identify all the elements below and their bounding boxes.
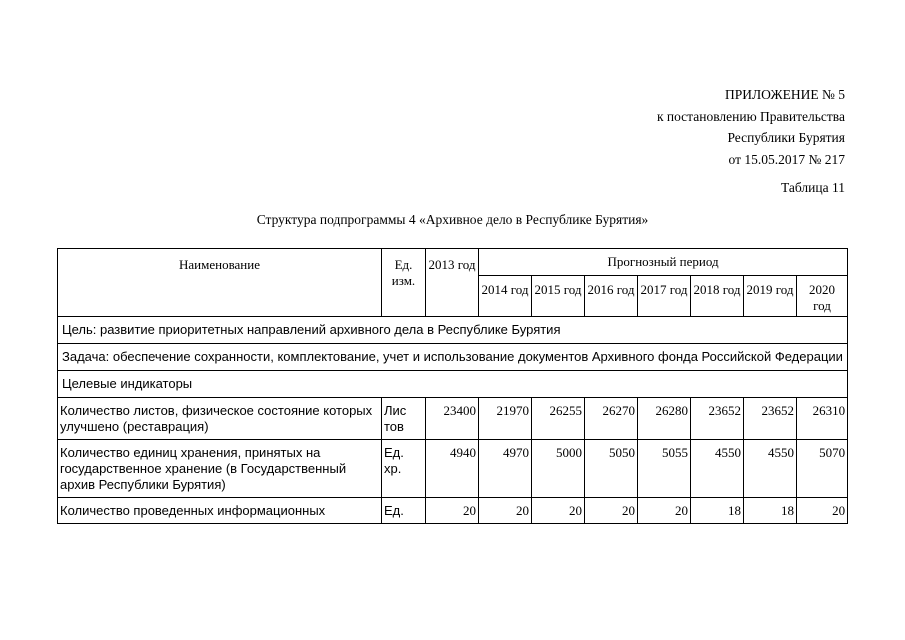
- table-row: [58, 498, 848, 524]
- indicators-label: Целевые индикаторы: [58, 371, 848, 398]
- value-2017: 20: [638, 498, 691, 524]
- value-2014: 20: [479, 498, 532, 524]
- row-name: Количество единиц хранения, принятых на государственное хранение (в Государственный архив Республики Бурятия): [58, 440, 382, 498]
- header-year-2016: 2016 год: [585, 276, 638, 317]
- value-2020: 20: [797, 498, 848, 524]
- task-text: Задача: обеспечение сохранности, комплектование, учет и использование документов Архивного фонда Российской Федерации: [58, 344, 848, 371]
- row-unit: Ед. хр.: [382, 440, 426, 498]
- header-year-2015: 2015 год: [532, 276, 585, 317]
- appendix-resolution-line: к постановлению Правительства: [656, 108, 845, 124]
- value-2020: 26310: [797, 398, 848, 440]
- document-title: Структура подпрограммы 4 «Архивное дело в Республике Бурятия»: [256, 212, 649, 227]
- value-2014: 21970: [479, 398, 532, 440]
- header-year-2018: 2018 год: [691, 276, 744, 317]
- table-number-label: Таблица 11: [781, 180, 845, 195]
- header-forecast-period: Прогнозный период: [479, 249, 848, 276]
- header-unit: Ед. изм.: [382, 249, 426, 317]
- value-2014: 4970: [479, 440, 532, 498]
- value-2017: 26280: [638, 398, 691, 440]
- value-2016: 20: [585, 498, 638, 524]
- value-2013: 4940: [426, 440, 479, 498]
- value-2018: 18: [691, 498, 744, 524]
- value-2015: 26255: [532, 398, 585, 440]
- value-2019: 4550: [744, 440, 797, 498]
- value-2015: 20: [532, 498, 585, 524]
- table-row: [58, 440, 848, 498]
- value-2013: 20: [426, 498, 479, 524]
- appendix-heading: ПРИЛОЖЕНИЕ № 5: [724, 87, 845, 102]
- goal-text: Цель: развитие приоритетных направлений архивного дела в Республике Бурятия: [58, 317, 848, 344]
- header-name: Наименование: [58, 249, 382, 317]
- table-row: [58, 398, 848, 440]
- value-2016: 26270: [585, 398, 638, 440]
- appendix-block: [657, 84, 845, 170]
- row-unit: Ед.: [382, 498, 426, 524]
- row-name: Количество листов, физическое состояние которых улучшено (реставрация): [58, 398, 382, 440]
- value-2017: 5055: [638, 440, 691, 498]
- value-2013: 23400: [426, 398, 479, 440]
- value-2015: 5000: [532, 440, 585, 498]
- value-2019: 18: [744, 498, 797, 524]
- value-2018: 4550: [691, 440, 744, 498]
- indicators-row: [58, 371, 848, 398]
- appendix-date-line: от 15.05.2017 № 217: [728, 151, 845, 167]
- value-2016: 5050: [585, 440, 638, 498]
- header-base-year: 2013 год: [426, 249, 479, 317]
- row-unit: Лис тов: [382, 398, 426, 440]
- header-year-2019: 2019 год: [744, 276, 797, 317]
- header-year-2014: 2014 год: [479, 276, 532, 317]
- header-year-2020: 2020 год: [797, 276, 848, 317]
- header-row: [58, 249, 848, 276]
- row-name: Количество проведенных информационных: [58, 498, 382, 524]
- value-2018: 23652: [691, 398, 744, 440]
- value-2019: 23652: [744, 398, 797, 440]
- task-row: [58, 344, 848, 371]
- appendix-republic-line: Республики Бурятия: [727, 130, 845, 145]
- subprogram-structure-table: [57, 248, 848, 524]
- value-2020: 5070: [797, 440, 848, 498]
- header-year-2017: 2017 год: [638, 276, 691, 317]
- goal-row: [58, 317, 848, 344]
